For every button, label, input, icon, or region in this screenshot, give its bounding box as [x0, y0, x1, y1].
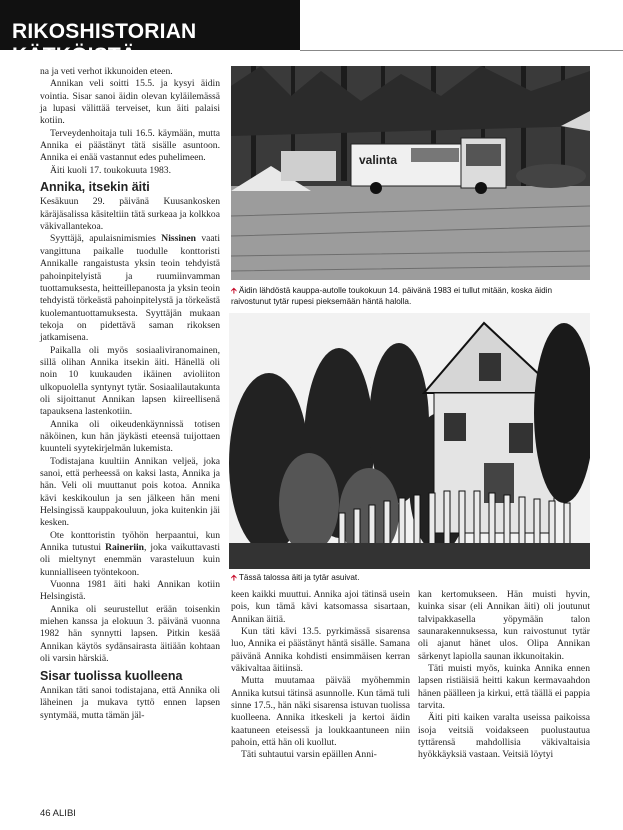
header-bar: [0, 0, 300, 67]
paragraph: Täti muisti myös, kuinka Annika ennen lapsen ristiäisiä heitti kakun kermavaahdon hänen päälleen ja kirkui, että täällä ei pappia tarvita.: [418, 663, 590, 712]
paragraph: Vuonna 1981 äiti haki Annikan kotiin Helsingistä.: [40, 579, 220, 603]
caption-arrow-icon: 🡩: [231, 286, 237, 295]
paragraph: Ote konttoristin työhön herpaantui, kun Annika tutustui Raineriin, joka vaikuttavasti oli mieltynyt enemmän varasteluun kuin kunnialliseen työntekoon.: [40, 529, 220, 578]
page-number-footer: 46 ALIBI: [40, 808, 76, 819]
paragraph: Annikan veli soitti 15.5. ja kysyi äidin vointia. Sisar sanoi äidin olevan kyläilemässä ja lupasi välittää terveiset, kun äiti palaisi kotiin.: [40, 78, 220, 127]
paragraph: Paikalla oli myös sosiaaliviranomainen, sillä olihan Annika itsekin äiti. Hänellä oli noin 10 kuukauden ikäinen avioliiton ulkopuolella syntynyt tytär. Sosiaalilautakunta oli sijoittanut Annikan lapsen kiireellisenä tapauksena lastenkotiin.: [40, 344, 220, 418]
article-column-2: [231, 589, 410, 762]
subheading: Sisar tuolissa kuolleena: [40, 668, 183, 683]
paragraph: Kesäkuun 29. päivänä Kuusankosken käräjäsalissa käsiteltiin tätä surkeaa ja kolkkoa väkivallantekoa.: [40, 196, 220, 233]
article-column-1: [40, 66, 220, 722]
paragraph: Annika oli seurustellut erään toisenkin miehen kanssa ja elokuun 3. päivänä vuonna 1982 hän synnytti lapsen. Pitkin kesää Annikan käytös sydänsairasta äitiään kohtaan oli varsin härskiä.: [40, 603, 220, 665]
paragraph: kan kertomukseen. Hän muisti hyvin, kuinka sisar (eli Annikan äiti) oli joutunut talvipakkasella yöpymään talon saunarakennuksessa, kun raivostunut tytär oli ajanut hänet ulos. Olipa Annikan särkenyt lapiolla saunan ikkunoitakin.: [418, 589, 590, 662]
paragraph: Terveydenhoitaja tuli 16.5. käymään, mutta Annika ei päästänyt tätä sisälle asuntoon. Annika ei enää vastannut edes puhelimeen.: [40, 127, 220, 164]
paragraph: keen kaikki muuttui. Annika ajoi tätinsä usein pois, kun tämä kävi katsomassa sisartaan, Annikan äitiä.: [231, 589, 410, 625]
paragraph: Annikan täti sanoi todistajana, että Annika oli läheinen ja mukava tyttö ennen lapsen syntymää, mutta tämän jäl-: [40, 684, 220, 721]
paragraph: Äiti kuoli 17. toukokuuta 1983.: [50, 164, 171, 176]
paragraph: Mutta muutamaa päivää myöhemmin Annika kutsui tätinsä asunnolle. Kun tämä tuli sinne 17.5., hän näki sisarensa istuvan tuolissa kuolleena. Annika itkeskeli ja kertoi äidin kaatuneen eteisessä ja loukkaantuneen niin pahoin, että hän oli kuollut.: [231, 675, 410, 749]
caption-arrow-icon: 🡩: [231, 573, 237, 582]
page-section-title: RIKOSHISTORIAN KÄTKÖISTÄ: [12, 20, 197, 67]
bus-sign-text: valinta: [359, 153, 398, 167]
name-highlight: Nissinen: [161, 233, 196, 245]
subheading: Annika, itsekin äiti: [40, 180, 150, 195]
photo-caption: 🡩 Äidin lähdöstä kauppa-autolle toukokuun 14. päivänä 1983 ei tullut mitään, koska äidin raivostunut tytär rupesi pieksemään häntä halolla.: [231, 286, 553, 306]
photo-shop-bus: [231, 66, 590, 280]
article-column-3: [418, 589, 590, 762]
paragraph: Todistajana kuultiin Annikan veljeä, joka sanoi, että perheessä on kaksi lasta, Annika ja hän. Veli oli muuttanut pois kotoa. Annika kävi keskikoulun ja sen jälkeen hän meni Helsingissä kauppakouluun, joka kuitenkin jäi kesken.: [40, 455, 220, 529]
paragraph: Annika oli oikeudenkäynnissä totisen näköinen, kun hän jäykästi eteensä tuijottaen kuunteli syytekirjelmän lukemista.: [40, 418, 220, 455]
paragraph: Äiti piti kaiken varalta useissa paikoissa isoja veitsiä voidakseen puolustautua tyttärensä mahdollisia väkivaltaisia hyökkäyksiä vastaan. Veitsiä löytyi: [418, 712, 590, 761]
name-highlight: Raineriin: [105, 542, 144, 554]
paragraph: na ja veti verhot ikkunoiden eteen.: [40, 66, 173, 77]
paragraph: Syyttäjä, apulaisnimismies Nissinen vaati vangittuna paikalle tuodulle konttoristi Annikalle rangaistusta yksin teoin tehdyistä pahoinpitelyistä ja ruumiinvamman tuottamuksesta, heitteillepanosta ja yksin teoin tehdyistä törkeästä pahoinpitelystä ja törkeästä kuolemantuottamuksesta. Syyttäjän mukaan tekoja on pidettävä saman rikoksen jatkamisena.: [40, 233, 220, 344]
photo-caption: 🡩 Tässä talossa äiti ja tytär asuivat.: [231, 573, 360, 582]
paragraph: Kun täti kävi 13.5. pyrkimässä sisarensa luo, Annika ei päästänyt häntä sisälle. Samana päivänä Annika kohdisti ensimmäisen kerran väkivaltaa äitiinsä.: [231, 626, 410, 675]
photo-house: [229, 313, 590, 569]
header-rule: [300, 50, 623, 51]
paragraph: Täti suhtautui varsin epäillen Anni-: [241, 749, 377, 761]
